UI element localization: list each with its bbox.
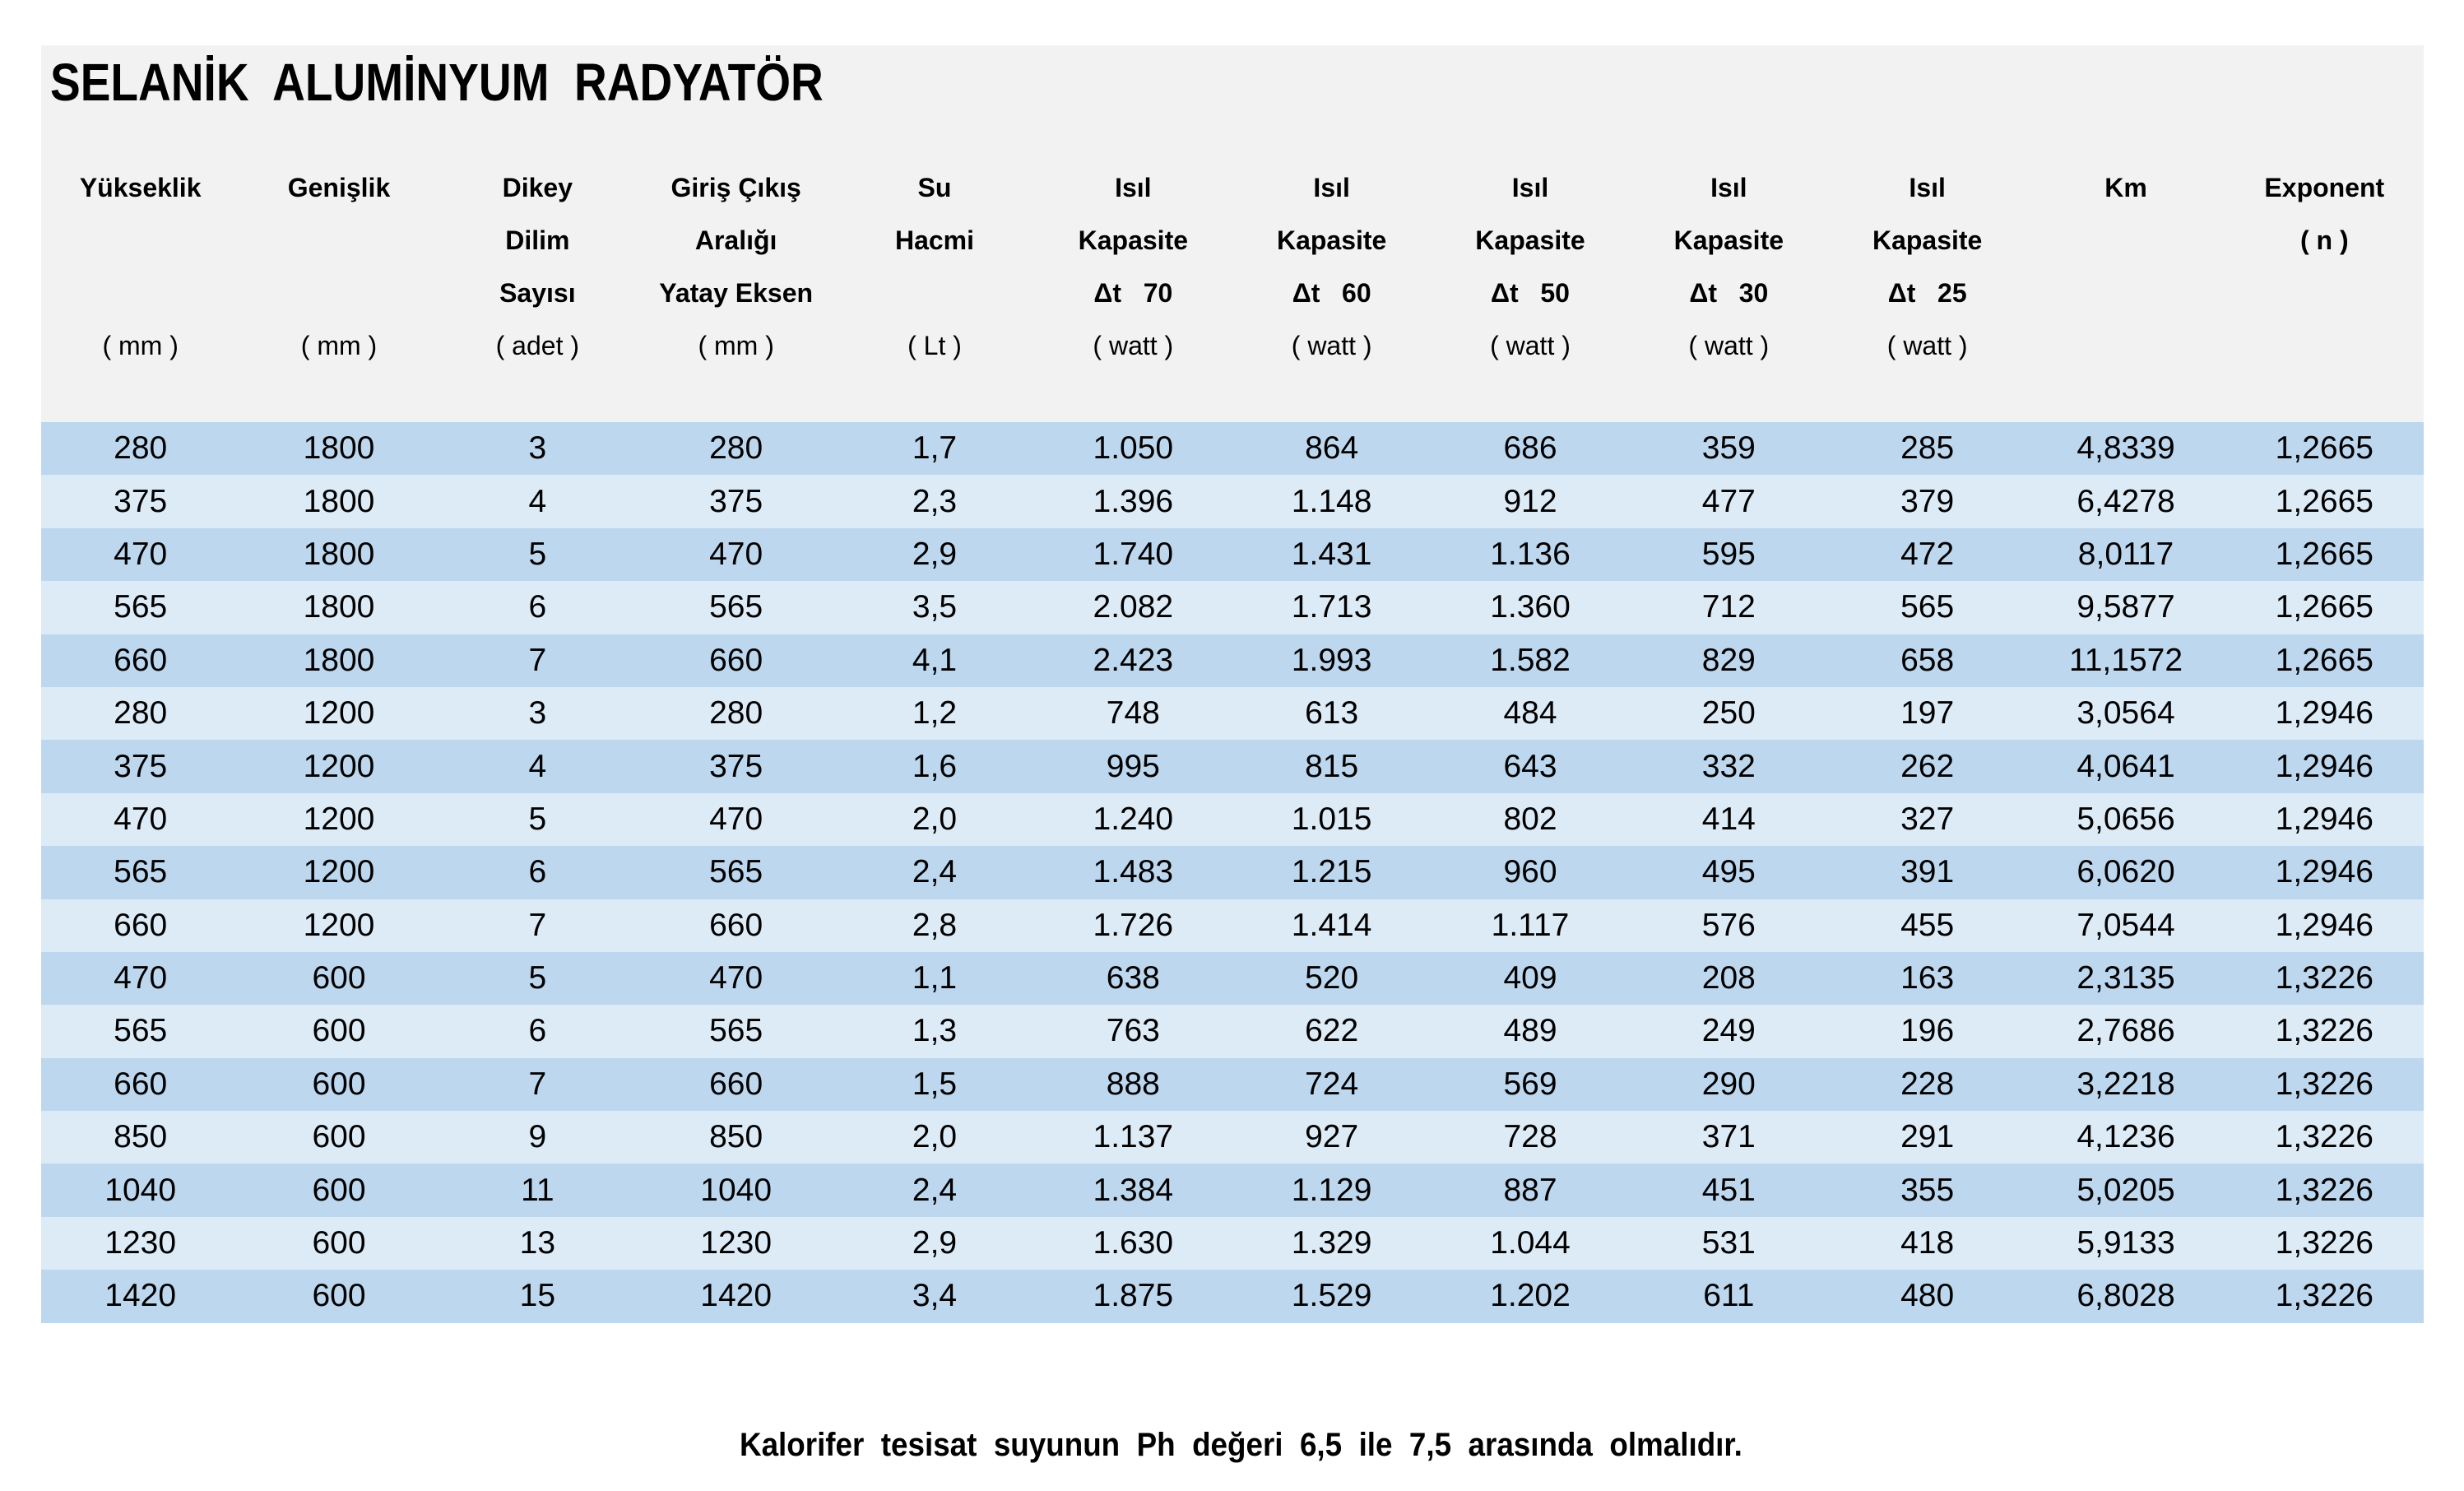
table-cell: 1,2946 xyxy=(2275,695,2374,732)
table-cell: 5 xyxy=(528,536,547,572)
table-cell: 1200 xyxy=(303,748,375,784)
spec-table xyxy=(41,422,2424,1323)
table-cell: 1.529 xyxy=(1291,1278,1372,1314)
column-header-label: Isıl xyxy=(1511,173,1549,202)
page-title: SELANİK ALUMİNYUM RADYATÖR xyxy=(50,53,824,112)
table-cell: 1.431 xyxy=(1291,536,1372,572)
table-cell: 5,9133 xyxy=(2077,1225,2175,1261)
table-cell: 565 xyxy=(709,854,763,890)
table-cell: 1200 xyxy=(303,801,375,837)
table-cell: 2.423 xyxy=(1093,642,1174,678)
column-unit: ( watt ) xyxy=(1886,331,1968,360)
table-cell: 489 xyxy=(1503,1013,1557,1049)
table-cell: 332 xyxy=(1701,748,1756,784)
table-cell: 1,2665 xyxy=(2275,483,2374,519)
table-cell: 1.044 xyxy=(1490,1225,1571,1261)
table-cell: 748 xyxy=(1106,695,1160,732)
table-cell: 2,0 xyxy=(912,801,958,837)
table-cell: 470 xyxy=(114,536,168,572)
table-cell: 1,1 xyxy=(912,960,958,996)
table-cell: 5 xyxy=(528,801,547,837)
table-cell: 888 xyxy=(1106,1066,1160,1102)
table-cell: 2,7686 xyxy=(2077,1013,2175,1049)
table-row xyxy=(41,528,2424,581)
column-header-label: Sayısı xyxy=(499,278,576,308)
table-cell: 1800 xyxy=(303,536,375,572)
column-header-label: Isıl xyxy=(1909,173,1946,202)
column-header-label: Hacmi xyxy=(894,225,975,255)
table-cell: 600 xyxy=(312,1066,366,1102)
column-header xyxy=(439,161,637,408)
table-cell: 1200 xyxy=(303,907,375,943)
table-cell: 4,1236 xyxy=(2077,1119,2175,1155)
table-cell: 1420 xyxy=(104,1278,177,1314)
table-cell: 1.360 xyxy=(1490,589,1571,625)
table-cell: 484 xyxy=(1503,695,1557,732)
table-cell: 600 xyxy=(312,1278,366,1314)
table-cell: 520 xyxy=(1305,960,1359,996)
table-cell: 1.240 xyxy=(1093,801,1174,837)
table-cell: 1.329 xyxy=(1291,1225,1372,1261)
column-header-label: Genişlik xyxy=(287,173,391,202)
table-cell: 3 xyxy=(528,695,547,732)
table-cell: 1.117 xyxy=(1491,907,1570,943)
column-header xyxy=(1034,161,1232,408)
column-unit: ( watt ) xyxy=(1490,331,1571,360)
table-cell: 1.050 xyxy=(1093,430,1174,467)
table-cell: 1,3226 xyxy=(2275,1066,2374,1102)
table-cell: 1800 xyxy=(303,642,375,678)
table-cell: 1,2946 xyxy=(2275,801,2374,837)
column-header-label: Aralığı xyxy=(694,225,777,255)
column-unit: ( watt ) xyxy=(1093,331,1174,360)
table-cell: 927 xyxy=(1305,1119,1359,1155)
table-cell: 1230 xyxy=(104,1225,177,1261)
table-row xyxy=(41,687,2424,740)
table-cell: 995 xyxy=(1106,748,1160,784)
table-cell: 2,9 xyxy=(912,1225,958,1261)
table-cell: 451 xyxy=(1701,1172,1756,1208)
column-header-label: Yatay Eksen xyxy=(659,278,814,308)
table-row xyxy=(41,422,2424,475)
table-cell: 960 xyxy=(1503,854,1557,890)
table-cell: 1800 xyxy=(303,589,375,625)
table-cell: 4,0641 xyxy=(2077,748,2175,784)
table-cell: 569 xyxy=(1503,1066,1557,1102)
table-cell: 455 xyxy=(1900,907,1955,943)
table-row xyxy=(41,1058,2424,1111)
column-header-label: Dikey xyxy=(502,173,573,202)
table-cell: 13 xyxy=(519,1225,556,1261)
table-cell: 660 xyxy=(709,907,763,943)
table-cell: 6,4278 xyxy=(2077,483,2175,519)
table-cell: 197 xyxy=(1900,695,1955,732)
table-cell: 371 xyxy=(1701,1119,1756,1155)
table-cell: 712 xyxy=(1701,589,1756,625)
table-cell: 1,2665 xyxy=(2275,642,2374,678)
table-row xyxy=(41,634,2424,687)
table-cell: 1040 xyxy=(104,1172,177,1208)
table-row xyxy=(41,740,2424,792)
table-cell: 6 xyxy=(528,589,547,625)
table-cell: 887 xyxy=(1503,1172,1557,1208)
table-cell: 1200 xyxy=(303,854,375,890)
table-cell: 359 xyxy=(1701,430,1756,467)
column-header-label: Kapasite xyxy=(1673,225,1784,255)
table-cell: 280 xyxy=(709,695,763,732)
column-header xyxy=(41,161,239,408)
table-row xyxy=(41,1217,2424,1270)
table-cell: 8,0117 xyxy=(2077,536,2174,572)
table-cell: 829 xyxy=(1701,642,1756,678)
table-cell: 11,1572 xyxy=(2068,642,2183,678)
table-cell: 1,2946 xyxy=(2275,907,2374,943)
table-cell: 1230 xyxy=(700,1225,773,1261)
column-header-label: Δt 25 xyxy=(1887,278,1967,308)
table-cell: 6,0620 xyxy=(2077,854,2175,890)
table-row xyxy=(41,899,2424,952)
table-cell: 327 xyxy=(1900,801,1955,837)
column-header-label: Δt 30 xyxy=(1689,278,1769,308)
table-cell: 1,3226 xyxy=(2275,1119,2374,1155)
table-cell: 375 xyxy=(114,748,168,784)
table-cell: 7,0544 xyxy=(2077,907,2175,943)
table-cell: 1800 xyxy=(303,430,375,467)
table-cell: 595 xyxy=(1701,536,1756,572)
column-header xyxy=(1630,161,1828,408)
table-cell: 1.129 xyxy=(1291,1172,1372,1208)
table-cell: 2.082 xyxy=(1093,589,1174,625)
table-cell: 228 xyxy=(1900,1066,1955,1102)
column-header-label: Isıl xyxy=(1313,173,1350,202)
table-cell: 280 xyxy=(114,430,168,467)
table-row xyxy=(41,952,2424,1005)
table-cell: 638 xyxy=(1106,960,1160,996)
table-cell: 613 xyxy=(1305,695,1359,732)
footer-note xyxy=(0,1381,2464,1466)
table-cell: 658 xyxy=(1900,642,1955,678)
table-cell: 660 xyxy=(114,1066,168,1102)
table-cell: 2,4 xyxy=(912,854,958,890)
table-cell: 1.630 xyxy=(1093,1225,1174,1261)
table-cell: 375 xyxy=(114,483,168,519)
table-cell: 1,3226 xyxy=(2275,1278,2374,1314)
table-cell: 4,1 xyxy=(912,642,958,678)
table-cell: 1,2665 xyxy=(2275,430,2374,467)
column-unit: ( mm ) xyxy=(698,331,774,360)
column-unit: ( watt ) xyxy=(1291,331,1372,360)
table-cell: 1,6 xyxy=(912,748,958,784)
column-header xyxy=(1431,161,1629,408)
table-cell: 391 xyxy=(1900,854,1955,890)
table-cell: 2,3135 xyxy=(2077,960,2175,996)
table-cell: 1.726 xyxy=(1093,907,1174,943)
table-cell: 1.136 xyxy=(1490,536,1571,572)
table-cell: 686 xyxy=(1503,430,1557,467)
table-cell: 280 xyxy=(709,430,763,467)
table-cell: 565 xyxy=(114,1013,168,1049)
table-cell: 1,3226 xyxy=(2275,960,2374,996)
table-cell: 4 xyxy=(528,483,547,519)
column-header-label: Giriş Çıkış xyxy=(671,173,801,202)
table-cell: 470 xyxy=(709,536,763,572)
table-cell: 2,3 xyxy=(912,483,958,519)
table-cell: 912 xyxy=(1503,483,1557,519)
table-cell: 728 xyxy=(1503,1119,1557,1155)
table-cell: 763 xyxy=(1106,1013,1160,1049)
column-unit: ( watt ) xyxy=(1688,331,1770,360)
table-row xyxy=(41,1005,2424,1057)
table-cell: 477 xyxy=(1701,483,1756,519)
table-cell: 7 xyxy=(528,1066,547,1102)
table-row xyxy=(41,475,2424,527)
table-cell: 1,3226 xyxy=(2275,1225,2374,1261)
table-cell: 2,8 xyxy=(912,907,958,943)
column-header xyxy=(835,161,1033,408)
table-cell: 375 xyxy=(709,483,763,519)
table-cell: 3,4 xyxy=(912,1278,958,1314)
table-cell: 470 xyxy=(709,801,763,837)
column-header-label: Kapasite xyxy=(1276,225,1387,255)
table-cell: 850 xyxy=(709,1119,763,1155)
table-cell: 600 xyxy=(312,1172,366,1208)
table-cell: 1.483 xyxy=(1093,854,1174,890)
table-cell: 1,2946 xyxy=(2275,854,2374,890)
column-header-label: Exponent xyxy=(2264,173,2385,202)
column-header-label: Kapasite xyxy=(1475,225,1585,255)
table-cell: 2,9 xyxy=(912,536,958,572)
table-cell: 611 xyxy=(1703,1278,1755,1314)
table-cell: 565 xyxy=(709,589,763,625)
table-cell: 5,0656 xyxy=(2077,801,2175,837)
table-cell: 565 xyxy=(114,589,168,625)
table-cell: 472 xyxy=(1900,536,1955,572)
table-cell: 495 xyxy=(1701,854,1756,890)
table-cell: 480 xyxy=(1900,1278,1955,1314)
table-cell: 1.740 xyxy=(1093,536,1174,572)
table-cell: 4,8339 xyxy=(2077,430,2175,467)
table-cell: 850 xyxy=(114,1119,168,1155)
table-cell: 815 xyxy=(1305,748,1359,784)
table-cell: 1.414 xyxy=(1291,907,1372,943)
column-header-label: Yükseklik xyxy=(79,173,202,202)
table-cell: 600 xyxy=(312,1225,366,1261)
table-cell: 379 xyxy=(1900,483,1955,519)
table-cell: 1.202 xyxy=(1490,1278,1571,1314)
table-row xyxy=(41,846,2424,899)
table-cell: 1200 xyxy=(303,695,375,732)
table-cell: 470 xyxy=(114,960,168,996)
table-cell: 375 xyxy=(709,748,763,784)
table-cell: 1.015 xyxy=(1291,801,1372,837)
table-cell: 660 xyxy=(114,642,168,678)
table-cell: 2,0 xyxy=(912,1119,958,1155)
table-cell: 1.148 xyxy=(1291,483,1372,519)
column-header-label: Dilim xyxy=(505,225,570,255)
table-cell: 6 xyxy=(528,854,547,890)
table-cell: 600 xyxy=(312,1013,366,1049)
table-cell: 1800 xyxy=(303,483,375,519)
column-unit: ( mm ) xyxy=(300,331,378,360)
table-cell: 196 xyxy=(1900,1013,1955,1049)
column-header xyxy=(2026,161,2225,408)
table-cell: 576 xyxy=(1701,907,1756,943)
table-cell: 1,2 xyxy=(912,695,958,732)
column-unit: ( adet ) xyxy=(495,331,579,360)
table-cell: 15 xyxy=(519,1278,556,1314)
column-header-label: Δt 50 xyxy=(1491,278,1570,308)
table-cell: 1,3 xyxy=(912,1013,958,1049)
table-cell: 600 xyxy=(312,1119,366,1155)
table-cell: 355 xyxy=(1900,1172,1955,1208)
table-cell: 7 xyxy=(528,642,547,678)
table-cell: 1,7 xyxy=(912,430,958,467)
table-cell: 418 xyxy=(1900,1225,1955,1261)
table-cell: 470 xyxy=(114,801,168,837)
table-cell: 7 xyxy=(528,907,547,943)
table-cell: 9,5877 xyxy=(2077,589,2175,625)
table-cell: 565 xyxy=(114,854,168,890)
table-cell: 5,0205 xyxy=(2077,1172,2175,1208)
table-cell: 1.137 xyxy=(1093,1119,1174,1155)
column-header-label: Δt 60 xyxy=(1292,278,1371,308)
table-cell: 724 xyxy=(1305,1066,1359,1102)
table-cell: 600 xyxy=(312,960,366,996)
table-cell: 660 xyxy=(114,907,168,943)
table-cell: 3,5 xyxy=(912,589,958,625)
column-unit: ( Lt ) xyxy=(907,331,962,360)
column-header-label: Km xyxy=(2104,173,2147,202)
table-cell: 470 xyxy=(709,960,763,996)
table-cell: 643 xyxy=(1503,748,1557,784)
table-cell: 565 xyxy=(709,1013,763,1049)
column-header xyxy=(637,161,835,408)
table-cell: 3,0564 xyxy=(2077,695,2175,732)
table-cell: 660 xyxy=(709,1066,763,1102)
table-cell: 250 xyxy=(1701,695,1756,732)
table-cell: 1420 xyxy=(700,1278,773,1314)
table-cell: 565 xyxy=(1900,589,1955,625)
table-cell: 291 xyxy=(1900,1119,1955,1155)
table-cell: 802 xyxy=(1503,801,1557,837)
column-header xyxy=(239,161,438,408)
table-row xyxy=(41,793,2424,846)
table-cell: 1,3226 xyxy=(2275,1172,2374,1208)
table-cell: 280 xyxy=(114,695,168,732)
table-cell: 622 xyxy=(1305,1013,1359,1049)
column-header-label: Kapasite xyxy=(1078,225,1189,255)
table-cell: 3,2218 xyxy=(2077,1066,2175,1102)
table-cell: 1,2665 xyxy=(2275,589,2374,625)
column-header-label: Isıl xyxy=(1115,173,1152,202)
column-header-label: Kapasite xyxy=(1872,225,1983,255)
table-cell: 163 xyxy=(1900,960,1955,996)
column-header xyxy=(1828,161,2026,408)
table-cell: 1.993 xyxy=(1291,642,1372,678)
table-cell: 1.875 xyxy=(1093,1278,1174,1314)
table-cell: 1040 xyxy=(700,1172,773,1208)
table-header xyxy=(41,161,2424,408)
table-row xyxy=(41,1111,2424,1164)
column-header xyxy=(1232,161,1431,408)
table-cell: 11 xyxy=(521,1172,555,1208)
table-cell: 1.713 xyxy=(1291,589,1372,625)
table-cell: 208 xyxy=(1701,960,1756,996)
table-cell: 1,2946 xyxy=(2275,748,2374,784)
column-header-label: ( n ) xyxy=(2300,225,2349,255)
table-row xyxy=(41,1270,2424,1322)
table-cell: 660 xyxy=(709,642,763,678)
table-cell: 5 xyxy=(528,960,547,996)
table-cell: 249 xyxy=(1701,1013,1756,1049)
table-cell: 409 xyxy=(1503,960,1557,996)
table-cell: 2,4 xyxy=(912,1172,958,1208)
footer-text: Kalorifer tesisat suyunun Ph değeri 6,5 ile 7,5 arasında olmalıdır. xyxy=(740,1427,1743,1463)
table-cell: 1.582 xyxy=(1490,642,1571,678)
table-cell: 262 xyxy=(1900,748,1955,784)
table-cell: 414 xyxy=(1701,801,1756,837)
table-cell: 1,2665 xyxy=(2275,536,2374,572)
table-cell: 1.384 xyxy=(1093,1172,1174,1208)
table-row xyxy=(41,1164,2424,1216)
table-cell: 864 xyxy=(1305,430,1359,467)
column-header-label: Su xyxy=(917,173,952,202)
table-cell: 3 xyxy=(528,430,547,467)
table-cell: 4 xyxy=(528,748,547,784)
table-cell: 1.396 xyxy=(1093,483,1174,519)
column-header-label: Isıl xyxy=(1710,173,1747,202)
table-cell: 6 xyxy=(528,1013,547,1049)
column-header xyxy=(2225,161,2424,408)
column-header-label: Δt 70 xyxy=(1093,278,1173,308)
table-cell: 1,5 xyxy=(912,1066,958,1102)
table-cell: 1,3226 xyxy=(2275,1013,2374,1049)
table-cell: 290 xyxy=(1701,1066,1756,1102)
column-unit: ( mm ) xyxy=(102,331,179,360)
table-cell: 285 xyxy=(1900,430,1955,467)
table-cell: 6,8028 xyxy=(2077,1278,2175,1314)
table-row xyxy=(41,581,2424,634)
table-cell: 1.215 xyxy=(1291,854,1372,890)
table-cell: 9 xyxy=(528,1119,547,1155)
table-cell: 531 xyxy=(1701,1225,1756,1261)
